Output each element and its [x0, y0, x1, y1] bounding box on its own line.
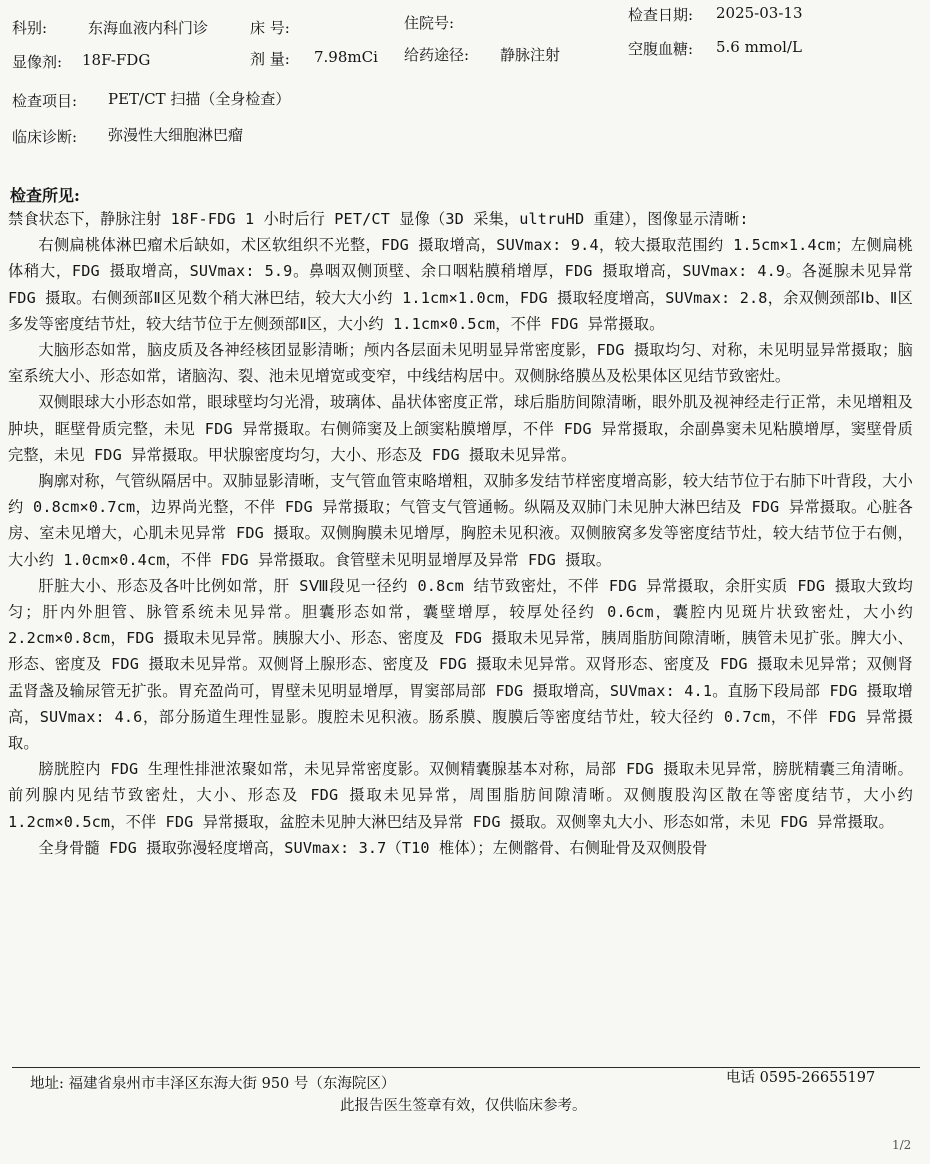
- route-label: 给药途径:: [404, 46, 470, 64]
- page-number: 1/2: [892, 1138, 912, 1152]
- clinical-diagnosis-label: 临床诊断:: [12, 128, 78, 146]
- hospital-phone: 电话 0595-26655197: [726, 1070, 876, 1086]
- exam-item-label: 检查项目:: [12, 92, 78, 110]
- findings-paragraph-brain: 大脑形态如常，脑皮质及各神经核团显影清晰；颅内各层面未见明显异常密度影，FDG 摄取均匀、对称，未见明显异常摄取；脑室系统大小、形态如常，诸脑沟、裂、池未见增宽或变窄，中线结构居中。双侧脉络膜丛及松果体区见结节致密灶。: [8, 341, 913, 386]
- findings-paragraph-abdomen: 肝脏大小、形态及各叶比例如常，肝 SⅧ段见一径约 0.8cm 结节致密灶，不伴 FDG 异常摄取，余肝实质 FDG 摄取大致均匀；肝内外胆管、脉管系统未见异常。胆囊形态如常，囊壁增厚，较厚处径约 0.6cm，囊腔内见斑片状致密灶，大小约 2.2cm×0.8cm，FDG 摄取未见异常。胰腺大小、形态、密度及 FDG 摄取未见异常，胰周脂肪间隙清晰，胰管未见扩张。脾大小、形态、密度及 FDG 摄取未见异常。双侧肾上腺形态、密度及 FDG 摄取未见异常。双肾形态、密度及 FDG 摄取未见异常；双侧肾盂肾盏及输尿管无扩张。胃充盈尚可，胃壁未见明显增厚，胃窦部局部 FDG 摄取增高，SUVmax: 4.1。直肠下段局部 FDG 摄取增高，SUVmax: 4.6，部分肠道生理性显影。腹腔未见积液。肠系膜、腹膜后等密度结节灶，较大径约 0.7cm，不伴 FDG 异常摄取。: [8, 576, 913, 753]
- exam-item-value: PET/CT 扫描（全身检查）: [108, 90, 291, 108]
- findings-paragraph-intro: 禁食状态下，静脉注射 18F-FDG 1 小时后行 PET/CT 显像（3D 采集，ultruHD 重建），图像显示清晰:: [8, 210, 749, 228]
- findings-paragraph-head-neck: 右侧扁桃体淋巴瘤术后缺如，术区软组织不光整，FDG 摄取增高，SUVmax: 9.4，较大摄取范围约 1.5cm×1.4cm；左侧扁桃体稍大，FDG 摄取增高，SUVmax: 5.9。鼻咽双侧顶壁、余口咽粘膜稍增厚，FDG 摄取增高，SUVmax: 4.9。各涎腺未见异常 FDG 摄取。右侧颈部Ⅱ区见数个稍大淋巴结，较大大小约 1.1cm×1.0cm，FDG 摄取轻度增高，SUVmax: 2.8，余双侧颈部Ⅰb、Ⅱ区多发等密度结节灶，较大结节位于左侧颈部Ⅱ区，大小约 1.1cm×0.5cm，不伴 FDG 异常摄取。: [8, 236, 913, 333]
- findings-title: 检查所见:: [10, 186, 80, 205]
- tracer-value: 18F-FDG: [82, 51, 151, 69]
- hospital-address: 地址: 福建省泉州市丰泽区东海大街 950 号（东海院区）: [30, 1076, 396, 1092]
- tracer-label: 显像剂:: [12, 53, 63, 71]
- dose-label: 剂 量:: [250, 50, 290, 68]
- findings-paragraph-orbit-sinus-thyroid: 双侧眼球大小形态如常，眼球壁均匀光滑，玻璃体、晶状体密度正常，球后脂肪间隙清晰，眼外肌及视神经走行正常，未见增粗及肿块，眶壁骨质完整，未见 FDG 异常摄取。右侧筛窦及上颌窦粘膜增厚，不伴 FDG 异常摄取，余副鼻窦未见粘膜增厚，窦壁骨质完整，未见 FDG 异常摄取。甲状腺密度均匀，大小、形态及 FDG 摄取未见异常。: [8, 393, 913, 464]
- findings-paragraph-bone: 全身骨髓 FDG 摄取弥漫轻度增高，SUVmax: 3.7（T10 椎体）；左侧髂骨、右侧耻骨及双侧股骨: [38, 838, 708, 857]
- findings-body: [8, 206, 913, 861]
- admission-label: 住院号:: [404, 14, 455, 32]
- department-value: 东海血液内科门诊: [88, 19, 209, 37]
- fasting-glucose-value: 5.6 mmol/L: [716, 38, 802, 56]
- route-value: 静脉注射: [500, 46, 561, 64]
- bed-label: 床 号:: [250, 19, 290, 37]
- clinical-diagnosis-value: 弥漫性大细胞淋巴瘤: [108, 126, 244, 144]
- department-label: 科别:: [12, 19, 48, 37]
- dose-value: 7.98mCi: [314, 48, 378, 66]
- report-validity-note: 此报告医生签章有效，仅供临床参考。: [340, 1098, 587, 1114]
- findings-paragraph-pelvis: 膀胱腔内 FDG 生理性排泄浓聚如常，未见异常密度影。双侧精囊腺基本对称，局部 FDG 摄取未见异常，膀胱精囊三角清晰。前列腺内见结节致密灶，大小、形态及 FDG 摄取未见异常，周围脂肪间隙清晰。双侧腹股沟区散在等密度结节，大小约 1.2cm×0.5cm，不伴 FDG 异常摄取，盆腔未见肿大淋巴结及异常 FDG 摄取。双侧睾丸大小、形态如常，未见 FDG 异常摄取。: [8, 760, 913, 831]
- findings-paragraph-chest: 胸廓对称，气管纵隔居中。双肺显影清晰，支气管血管束略增粗，双肺多发结节样密度增高影，较大结节位于右肺下叶背段，大小约 0.8cm×0.7cm，边界尚光整，不伴 FDG 异常摄取；气管支气管通畅。纵隔及双肺门未见肿大淋巴结及 FDG 异常摄取。心脏各房、室未见增大，心肌未见异常 FDG 摄取。双侧胸膜未见增厚，胸腔未见积液。双侧腋窝多发等密度结节灶，较大结节位于右侧，大小约 1.0cm×0.4cm，不伴 FDG 异常摄取。食管壁未见明显增厚及异常 FDG 摄取。: [8, 472, 913, 569]
- exam-date-label: 检查日期:: [628, 6, 694, 24]
- fasting-glucose-label: 空腹血糖:: [628, 40, 694, 58]
- exam-date-value: 2025-03-13: [716, 4, 803, 22]
